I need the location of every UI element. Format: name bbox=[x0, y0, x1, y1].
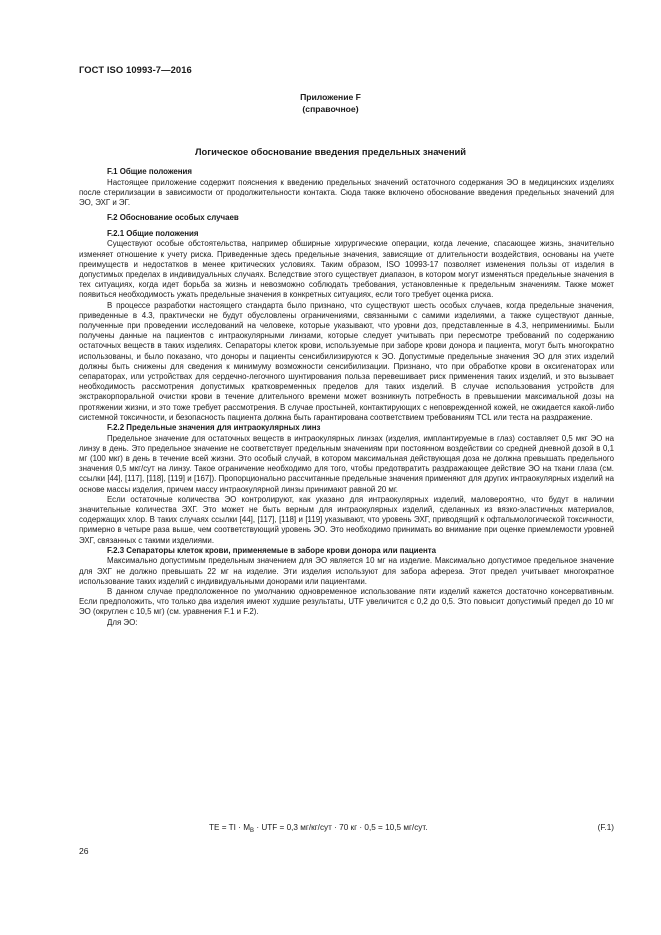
section-heading-f23: F.2.3 Сепараторы клеток крови, применяемые в заборе крови донора или пациента bbox=[107, 545, 436, 555]
document-title: Логическое обоснование введения предельных значений bbox=[194, 146, 467, 157]
paragraph: Существуют особые обстоятельства, например обширные хирургические операции, когда лечение, спасающее жизнь, значительно изменяет отношение к учету риска. Приведенные здесь предельные значения, зависящие от длительности воздействия, основаны на учете преимуществ и недостатков в менее критических условиях. Таким образом, ISO 10993-17 позволяет изменения пользы от изделия в допустимых пределах в индивидуальных случаях. Вследствие этого существует диапазон, в котором могут изменяться предельные значения в тех ситуациях, когда идет борьба за жизнь и невозможно соблюдать требования, установленные к предельным значениям. Также может появиться необходимость ужать предельные значения в конкретных ситуациях, если того требует оценка риска. bbox=[79, 239, 614, 300]
paragraph: Предельное значение для остаточных веществ в интраокулярных линзах (изделия, имплантируемые в глаз) составляет 0,5 мкг ЭО на линзу в день. Это предельное значение не соответствует предельным значениям при постоянном воздействии со средней дневной дозой в 0,1 мг (100 мкг) в день в течение всей жизни. Это особый случай, в котором максимальная действующая доза не должна превышать предельного значения 0,5 мкг/сут на линзу. Такое ограничение необходимо для того, чтобы предотвратить раздражающее действие ЭО на ткани глаза (см. ссылки [44], [117], [118], [119] и [167]). Пропорционально рассчитанные предельные значения применяют для других интраокулярных изделий на основе массы изделия, причем массу интраокулярной линзы принимают равной 20 мг. bbox=[79, 433, 614, 494]
section-heading-f22: F.2.2 Предельные значения для интраокулярных линз bbox=[107, 423, 321, 433]
equation-number: (F.1) bbox=[597, 823, 614, 832]
section-heading-f1: F.1 Общие положения bbox=[107, 167, 192, 176]
section-heading-f21: F.2.1 Общие положения bbox=[107, 228, 199, 238]
annex-subtitle: (справочное) bbox=[302, 104, 359, 114]
annex-title: Приложение F bbox=[300, 92, 361, 102]
paragraph: Максимально допустимым предельным значением для ЭО является 10 мг на изделие. Максимально допустимое предельное значение для ЭХГ не должно превышать 22 мг на изделие. Эти изделия используют для забора афереза. Этот предел учитывает многократное использование таких изделий с индивидуальными донорами или пациентами. bbox=[79, 556, 614, 586]
paragraph: Настоящее приложение содержит пояснения к введению предельных значений остаточного содержания ЭО в медицинских изделиях после стерилизации в зависимости от продолжительности контакта. Сюда также включено обоснование введения предельных значений для ЭО, ЭХГ и ЭГ. bbox=[79, 177, 614, 207]
equation-right: · UTF = 0,3 мг/кг/сут · 70 кг · 0,5 = 10,5 мг/сут. bbox=[254, 823, 428, 832]
page-number: 26 bbox=[79, 846, 89, 856]
document-body bbox=[79, 167, 614, 628]
equation-expression bbox=[209, 823, 428, 834]
equation-f1 bbox=[79, 823, 614, 835]
section-heading-f2: F.2 Обоснование особых случаев bbox=[107, 213, 239, 223]
paragraph: В данном случае предположенное по умолчанию одновременное использование пяти изделий кажется достаточно консервативным. Если предположить, что только два изделия имеют худшие результаты, UTF увеличится с 0,2 до 0,5. Это повысит допустимый предел до 10 мг ЭО (округлен с 10,5 мг) (см. уравнения F.1 и F.2). bbox=[79, 587, 614, 617]
annex-heading bbox=[0, 91, 661, 115]
equation-left: TE = TI · M bbox=[209, 823, 251, 832]
standard-header: ГОСТ ISO 10993-7—2016 bbox=[79, 64, 192, 75]
paragraph: Если остаточные количества ЭО контролируют, как указано для интраокулярных изделий, маловероятно, что будут в наличии значительные количества ЭХГ. Это может не быть верным для интраокулярных изделий, сделанных из вязко-эластичных материалов, содержащих хлор. В таких случаях ссылки [44], [117], [118] и [119] указывают, что уровень ЭХГ, приводящий к офтальмологической токсичности, примерно в четыре раза выше, чем соответствующий уровень ЭО. Это необходимо принимать во внимание при оценке приемлемости уровней ЭХГ, связанных с такими изделиями. bbox=[79, 494, 614, 545]
paragraph: В процессе разработки настоящего стандарта было признано, что существуют шесть особых случаев, когда предельные значения, приведенные в 4.3, практически не будут обусловлены ограничениями, связанными с самими изделиями, а также существуют данные, полученные при проведении исследований на человеке, которые указывают, что уровни доз, представленные в 4.3, непримениимы. Были получены данные на пациентов с интраокулярными линзами, которые следует учитывать при пересмотре требований по содержанию остаточных веществ в таких изделиях. Сепараторы клеток крови, используемые при заборе крови донора и пациента, могут быть многократно использованы, и было показано, что доноры и пациенты сенсибилизируются к ЭО. Допустимые предельные значения ЭО для этих изделий должны быть снижены для сведения к минимуму возможности сенсибилизации. Признано, что при обработке крови в оксигенаторах или сепараторах, или устройствах для сердечно-легочного шунтирования польза перевешивает риск применения таких изделий, и это вызывает необходимость рассмотрения допустимых кратковременных пределов для таких изделий. В случае использования устройств для экстракорпоральной очистки крови в течение длительного времени может возникнуть потребность в превышении максимальной дозы на протяжении жизни, и это тоже требует рассмотрения. В случае простыней, контактирующих с неповрежденной кожей, не ожидается какой-либо системной токсичности, и безопасность пациента должна быть гарантирована соответствием требованиям TCL или теста на раздражение. bbox=[79, 300, 614, 422]
paragraph: Для ЭО: bbox=[107, 617, 138, 627]
equation-subscript: B bbox=[250, 828, 255, 834]
